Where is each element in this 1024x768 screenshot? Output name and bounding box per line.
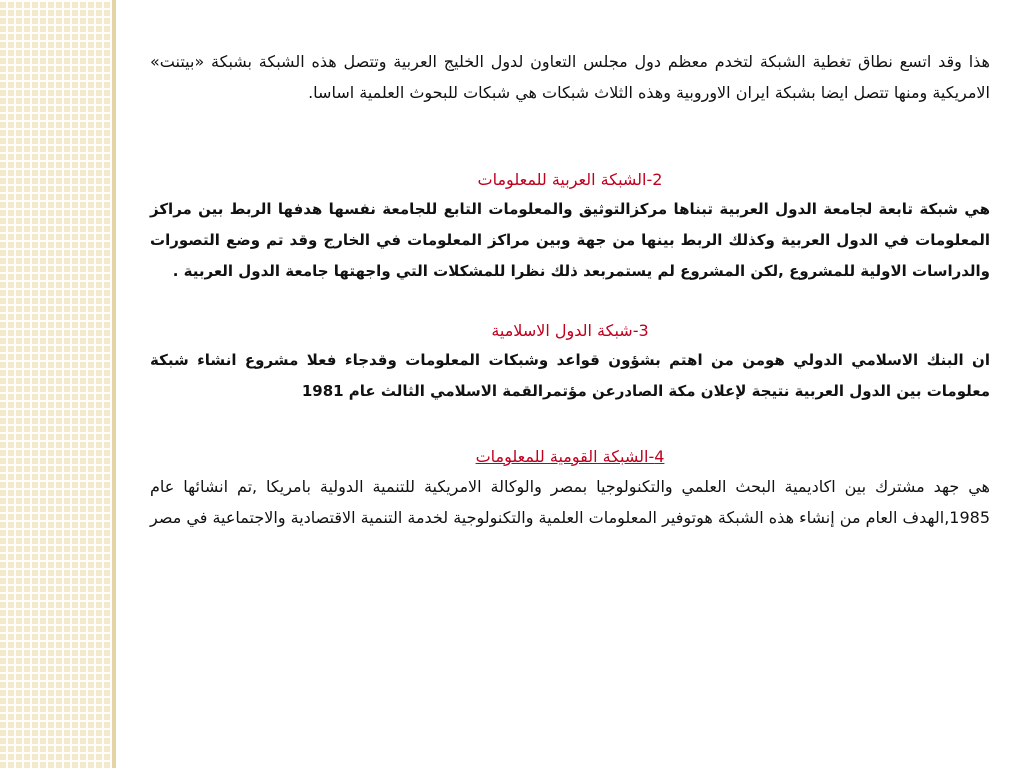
section-body-islamic-network: ان البنك الاسلامي الدولي هومن من اهتم بشؤون قواعد وشبكات المعلومات وقدجاء فعلا مشروع انشاء شبكة معلومات بين الدول العربية نتيجة لإعلان مكة الصادرعن مؤتمرالقمة الاسلامي الثالث عام 1981: [150, 351, 990, 400]
section-arab-network: [150, 166, 990, 287]
decorative-side-pattern: [0, 0, 112, 768]
intro-paragraph: هذا وقد اتسع نطاق تغطية الشبكة لتخدم معظم دول مجلس التعاون لدول الخليج العربية وتتصل هذه الشبكة بشبكة «بيتنت» الامريكية ومنها تتصل ايضا بشبكة ايران الاوروبية وهذه الثلاث شبكات هي شبكات للبحوث العلمية اساسا.: [150, 52, 990, 102]
section-islamic-network: [150, 317, 990, 407]
section-heading-islamic-network: 3-شبكة الدول الاسلامية: [491, 321, 649, 340]
section-heading-arab-network: 2-الشبكة العربية للمعلومات: [477, 170, 663, 189]
section-national-network: [150, 443, 990, 533]
section-body-arab-network: هي شبكة تابعة لجامعة الدول العربية تبناها مركزالتوثيق والمعلومات التابع للجامعة نفسها هدفها الربط بين مراكز المعلومات في الدول العربية وكذلك الربط بينها من جهة وبين مراكز المعلومات في الخارج وقد تم وضع التصورات والدراسات الاولية للمشروع ,لكن المشروع لم يستمربعد ذلك نظرا للمشكلات التي واجهتها جامعة الدول العربية .: [150, 200, 990, 280]
section-heading-national-network: 4-الشبكة القومية للمعلومات: [475, 447, 665, 466]
slide-content: [150, 46, 990, 563]
decorative-side-edge: [112, 0, 116, 768]
section-body-national-network: هي جهد مشترك بين اكاديمية البحث العلمي والتكنولوجيا بمصر والوكالة الامريكية للتنمية الدولية بامريكا ,تم انشائها عام 1985,الهدف العام من إنشاء هذه الشبكة هوتوفير المعلومات العلمية والتكنولوجية لخدمة التنمية الاقتصادية والاجتماعية في مصر: [150, 477, 990, 527]
